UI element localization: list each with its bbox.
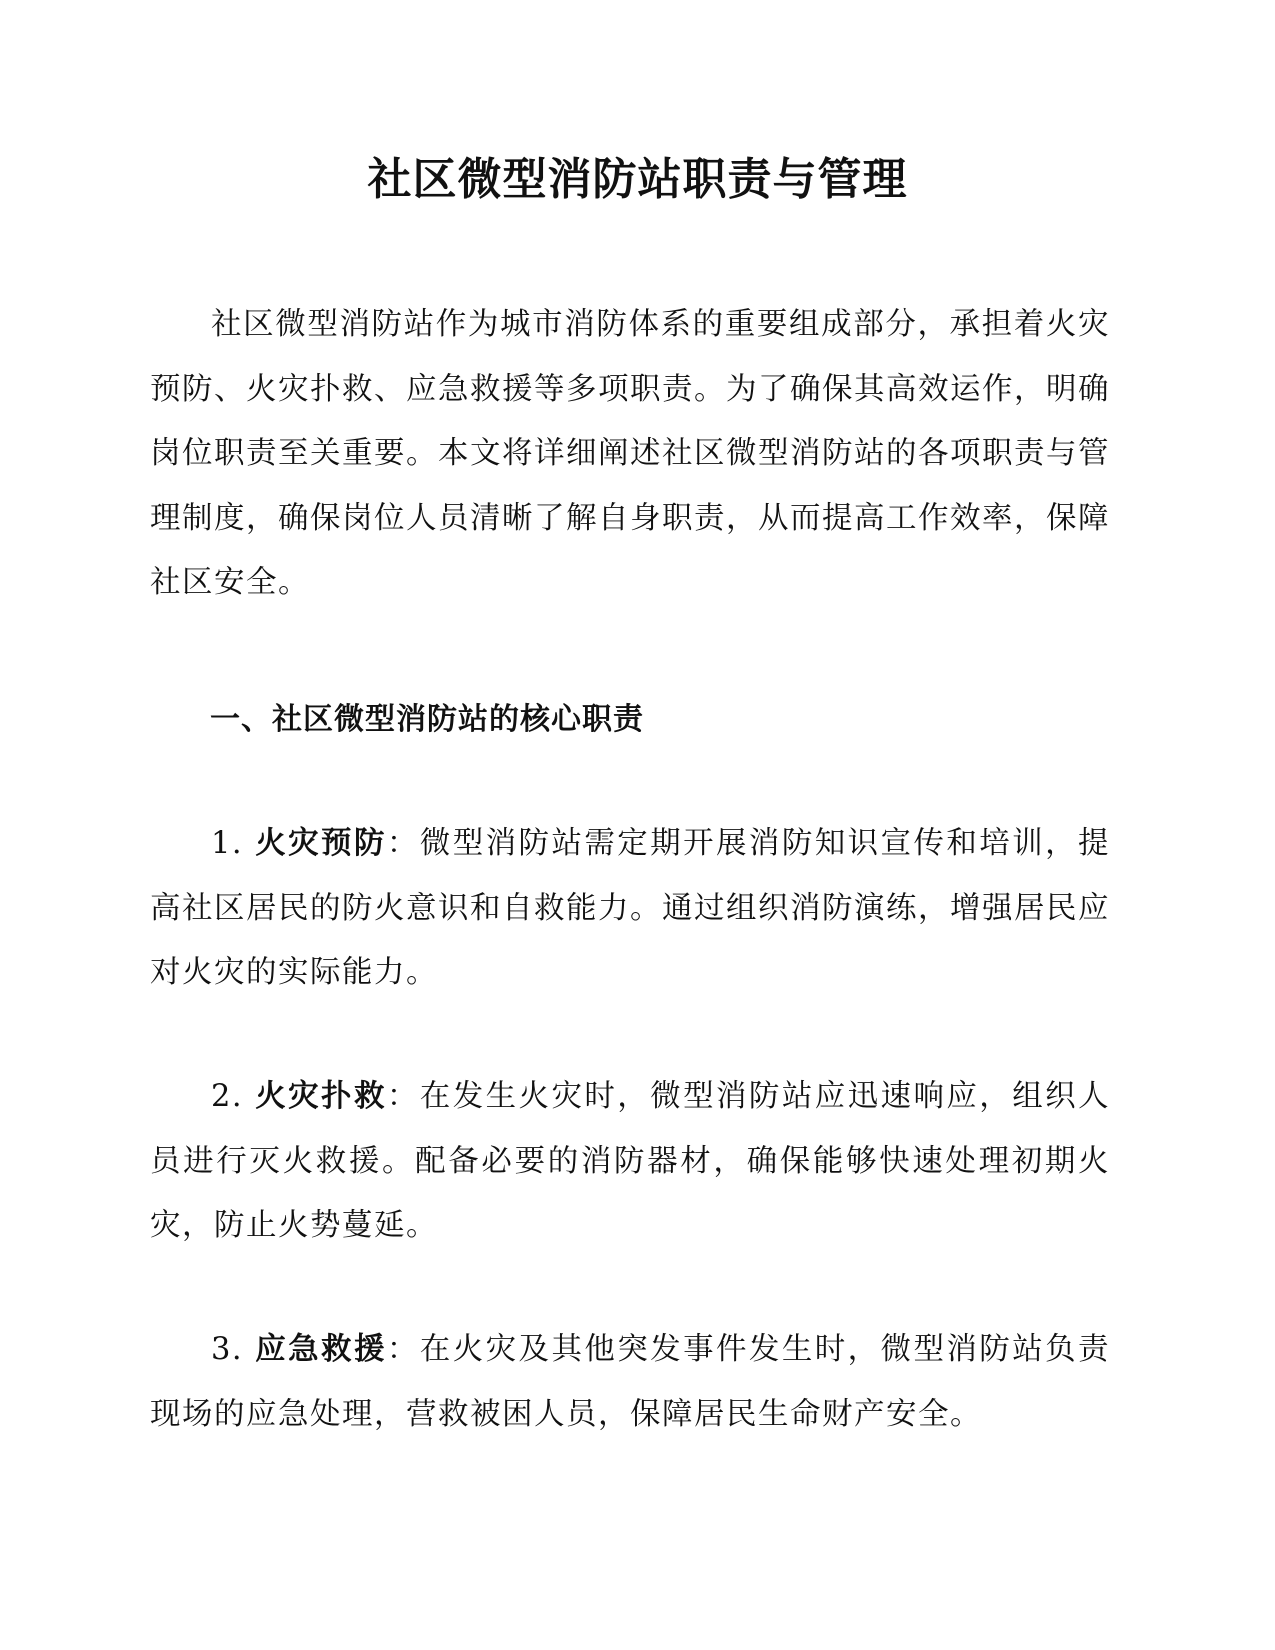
item-number: 1. [211,826,256,861]
item-lead-term: 火灾预防 [255,826,387,861]
intro-paragraph: 社区微型消防站作为城市消防体系的重要组成部分，承担着火灾预防、火灾扑救、应急救援等多项职责。为了确保其高效运作，明确岗位职责至关重要。本文将详细阐述社区微型消防站的各项职责与管理制度，确保岗位人员清晰了解自身职责，从而提高工作效率，保障社区安全。 [150,307,1110,600]
item-separator: ： [386,1079,420,1114]
list-item [150,1318,1110,1447]
list-item [150,812,1110,1006]
item-text: 微型消防站需定期开展消防知识宣传和培训，提高社区居民的防火意识和自救能力。通过组织消防演练，增强居民应对火灾的实际能力。 [150,826,1111,990]
section-heading: 一、社区微型消防站的核心职责 [210,702,644,737]
item-text: 在发生火灾时，微型消防站应迅速响应，组织人员进行灭火救援。配备必要的消防器材，确保能够快速处理初期火灾，防止火势蔓延。 [150,1079,1111,1243]
document-title: 社区微型消防站职责与管理 [367,154,908,205]
item-separator: ： [386,1332,420,1367]
item-text: 在火灾及其他突发事件发生时，微型消防站负责现场的应急处理，营救被困人员，保障居民生命财产安全。 [150,1332,1111,1432]
item-lead-term: 火灾扑救 [255,1079,387,1114]
item-lead-term: 应急救援 [255,1332,387,1367]
item-number: 2. [211,1079,256,1114]
list-item [150,1065,1110,1259]
item-separator: ： [386,826,420,861]
item-number: 3. [211,1332,256,1367]
